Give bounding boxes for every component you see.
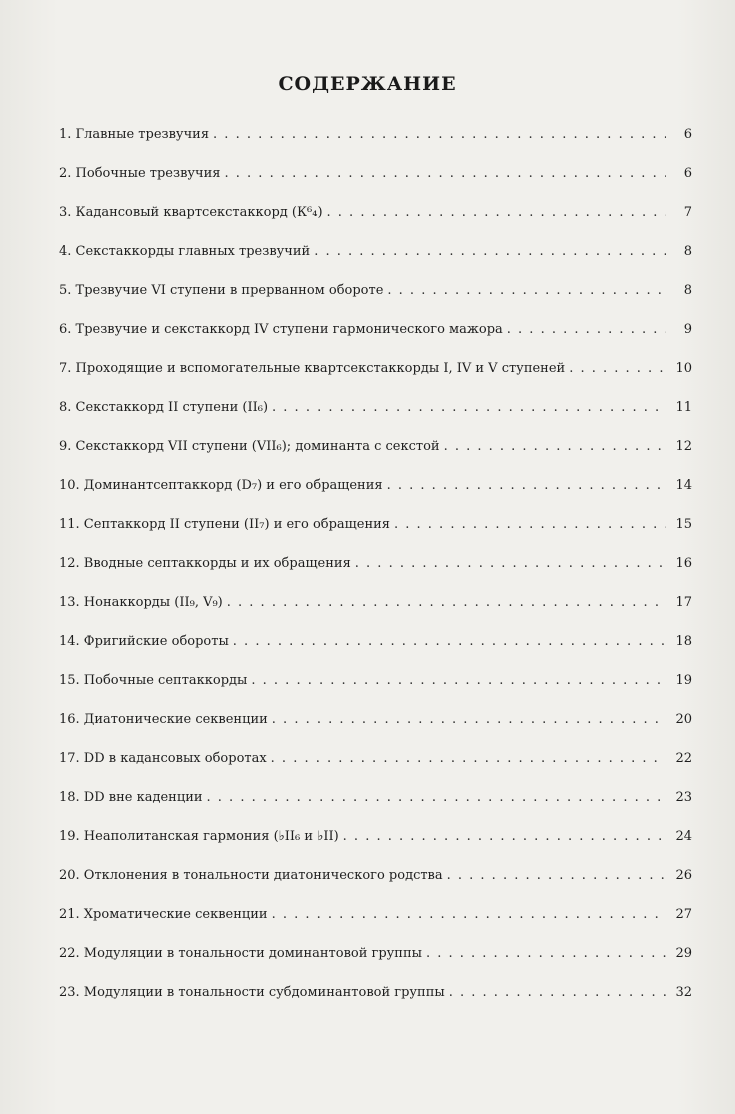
toc-entry-page: 10 bbox=[675, 361, 692, 376]
toc-entry bbox=[59, 590, 692, 612]
toc-entry bbox=[59, 824, 692, 846]
toc-entry bbox=[59, 785, 692, 807]
toc-entry bbox=[59, 707, 692, 729]
toc-leader-dots bbox=[343, 828, 666, 846]
toc-entry-page: 8 bbox=[683, 283, 692, 298]
toc-entry bbox=[59, 902, 692, 924]
toc-leader-dots bbox=[387, 477, 666, 495]
page-title: СОДЕРЖАНИЕ bbox=[278, 73, 457, 95]
toc-leader-dots bbox=[227, 594, 666, 612]
toc-entry-label: 20. Отклонения в тональности диатонического родства bbox=[59, 868, 443, 883]
toc-leader-dots bbox=[394, 516, 666, 534]
toc-entry-label: 2. Побочные трезвучия bbox=[59, 166, 221, 181]
toc-leader-dots bbox=[213, 126, 666, 144]
toc-entry bbox=[59, 668, 692, 690]
toc-entry-page: 20 bbox=[675, 712, 692, 727]
toc-entry bbox=[59, 200, 692, 222]
toc-entry-label: 7. Проходящие и вспомогательные квартсекстаккорды I, IV и V ступеней bbox=[59, 361, 566, 376]
toc-entry bbox=[59, 278, 692, 300]
toc-entry bbox=[59, 863, 692, 885]
toc-entry-label: 13. Нонаккорды (II₉, V₉) bbox=[59, 595, 223, 610]
toc-entry-page: 29 bbox=[675, 946, 692, 961]
toc-entry-page: 15 bbox=[675, 517, 692, 532]
toc-leader-dots bbox=[314, 243, 666, 261]
toc-entry-label: 15. Побочные септаккорды bbox=[59, 673, 248, 688]
toc-leader-dots bbox=[207, 789, 666, 807]
toc-leader-dots bbox=[233, 633, 666, 651]
toc-entry-page: 24 bbox=[675, 829, 692, 844]
toc-leader-dots bbox=[271, 750, 666, 768]
toc-entry-page: 11 bbox=[675, 400, 692, 415]
toc-entry-label: 21. Хроматические секвенции bbox=[59, 907, 268, 922]
toc-entry bbox=[59, 980, 692, 1002]
toc-entry-label: 22. Модуляции в тональности доминантовой группы bbox=[59, 946, 422, 961]
toc-entry bbox=[59, 395, 692, 417]
toc-entry-page: 8 bbox=[683, 244, 692, 259]
toc-entry bbox=[59, 512, 692, 534]
toc-entry-label: 19. Неаполитанская гармония (♭II₆ и ♭II) bbox=[59, 829, 339, 844]
toc-entry-label: 10. Доминантсептаккорд (D₇) и его обращения bbox=[59, 478, 383, 493]
toc-entry-label: 17. DD в кадансовых оборотах bbox=[59, 751, 267, 766]
toc-entry bbox=[59, 356, 692, 378]
toc-entry bbox=[59, 629, 692, 651]
toc-entry bbox=[59, 122, 692, 144]
toc-entry-page: 27 bbox=[675, 907, 692, 922]
toc-entry-label: 1. Главные трезвучия bbox=[59, 127, 210, 142]
toc-leader-dots bbox=[355, 555, 666, 573]
toc-entry-label: 3. Кадансовый квартсекстаккорд (К⁶₄) bbox=[59, 205, 323, 220]
toc-entry bbox=[59, 317, 692, 339]
toc-entry-page: 16 bbox=[675, 556, 692, 571]
toc-entry-page: 22 bbox=[675, 751, 692, 766]
toc-entry-label: 5. Трезвучие VI ступени в прерванном обороте bbox=[59, 283, 384, 298]
toc-entry-page: 18 bbox=[675, 634, 692, 649]
toc-entry-label: 23. Модуляции в тональности субдоминантовой группы bbox=[59, 985, 445, 1000]
toc-leader-dots bbox=[569, 360, 666, 378]
toc-entry bbox=[59, 746, 692, 768]
toc-entry bbox=[59, 473, 692, 495]
toc-entry bbox=[59, 434, 692, 456]
toc-leader-dots bbox=[225, 165, 666, 183]
toc-entry-label: 6. Трезвучие и секстаккорд IV ступени гармонического мажора bbox=[59, 322, 503, 337]
toc-entry-label: 14. Фригийские обороты bbox=[59, 634, 229, 649]
toc-leader-dots bbox=[272, 906, 666, 924]
toc-entry-label: 4. Секстаккорды главных трезвучий bbox=[59, 244, 311, 259]
toc-leader-dots bbox=[251, 672, 666, 690]
toc-entry-page: 26 bbox=[675, 868, 692, 883]
toc-entry-page: 6 bbox=[683, 127, 692, 142]
toc-leader-dots bbox=[272, 399, 666, 417]
toc-leader-dots bbox=[447, 867, 666, 885]
toc-entry-label: 11. Септаккорд II ступени (II₇) и его обращения bbox=[59, 517, 390, 532]
toc-entry-page: 9 bbox=[683, 322, 692, 337]
toc-entry-label: 9. Секстаккорд VII ступени (VII₆); доминанта с секстой bbox=[59, 439, 440, 454]
toc-entry-page: 17 bbox=[675, 595, 692, 610]
toc-leader-dots bbox=[426, 945, 666, 963]
toc-leader-dots bbox=[444, 438, 666, 456]
toc-entry-label: 18. DD вне каденции bbox=[59, 790, 203, 805]
toc-entry-page: 6 bbox=[683, 166, 692, 181]
toc-leader-dots bbox=[327, 204, 666, 222]
toc-entry-label: 16. Диатонические секвенции bbox=[59, 712, 268, 727]
toc-leader-dots bbox=[272, 711, 666, 729]
toc-entry-label: 12. Вводные септаккорды и их обращения bbox=[59, 556, 351, 571]
toc-leader-dots bbox=[507, 321, 666, 339]
toc-entry-page: 7 bbox=[683, 205, 692, 220]
toc-entry bbox=[59, 239, 692, 261]
toc-leader-dots bbox=[387, 282, 666, 300]
toc-entry-page: 32 bbox=[675, 985, 692, 1000]
toc-entry-page: 19 bbox=[675, 673, 692, 688]
toc-leader-dots bbox=[449, 984, 666, 1002]
toc-entry-page: 12 bbox=[675, 439, 692, 454]
toc-entry bbox=[59, 551, 692, 573]
toc-entry bbox=[59, 161, 692, 183]
toc-entry bbox=[59, 941, 692, 963]
toc-entry-page: 23 bbox=[675, 790, 692, 805]
toc-entry-label: 8. Секстаккорд II ступени (II₆) bbox=[59, 400, 269, 415]
toc-entry-page: 14 bbox=[675, 478, 692, 493]
